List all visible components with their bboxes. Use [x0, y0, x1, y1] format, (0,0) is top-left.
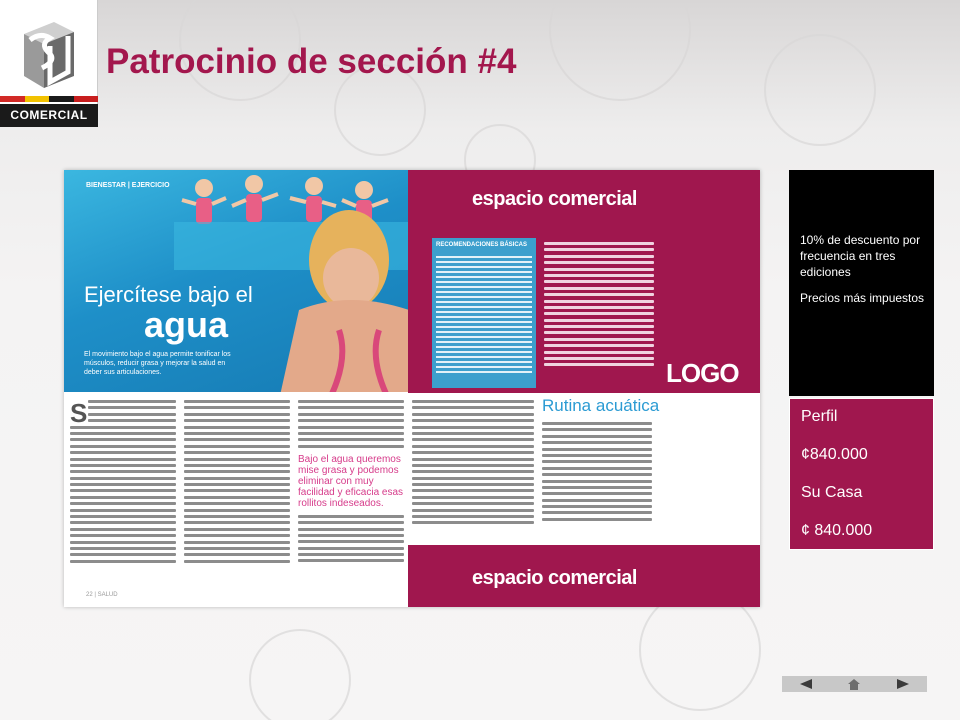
ad-space-top	[408, 170, 760, 393]
article-subhead: El movimiento bajo el agua permite tonificar los músculos, reducir grasa y mejorar la salud en deber sus articulaciones.	[84, 351, 231, 376]
previous-slide-button[interactable]	[791, 677, 821, 691]
page-title: Patrocinio de sección #4	[106, 42, 517, 81]
logo-label: COMERCIAL	[0, 104, 98, 127]
tax-text: Precios más impuestos	[800, 291, 925, 305]
magazine-right-page	[408, 170, 760, 607]
logo-stripes	[0, 96, 98, 102]
pricing-panel	[789, 398, 934, 550]
logo-emblem-icon	[16, 16, 82, 94]
home-icon	[848, 679, 860, 690]
article-column	[70, 400, 176, 590]
slide-navigation	[782, 676, 927, 692]
ad-space-bottom-label: espacio comercial	[472, 567, 637, 589]
recommendations-title: RECOMENDACIONES BÁSICAS	[436, 242, 528, 248]
recommendations-box	[432, 238, 536, 388]
article-headline-line1: Ejercítese bajo el	[84, 282, 253, 307]
su-casa-label: Su Casa	[801, 484, 863, 501]
pricing-notes-panel	[789, 170, 934, 396]
page-footer: 22 | SALUD	[86, 592, 118, 598]
ad-space-bottom	[408, 545, 760, 607]
rutina-title: Rutina acuática	[542, 396, 660, 415]
section-tag: BIENESTAR | EJERCICIO	[86, 182, 170, 189]
right-page-bullets	[544, 242, 654, 382]
woman-illustration	[279, 200, 408, 392]
article-body-columns	[70, 400, 404, 590]
home-button[interactable]	[839, 677, 869, 691]
right-page-column	[412, 400, 534, 540]
triangle-left-icon	[800, 679, 812, 689]
perfil-label: Perfil	[801, 408, 838, 425]
right-page-column	[542, 422, 652, 540]
su-casa-price: ¢ 840.000	[801, 522, 873, 539]
ad-space-top-label: espacio comercial	[472, 188, 637, 210]
pull-quote: Bajo el agua queremos mise grasa y podemos eliminar con muy facilidad y eficacia esas rollitos indeseados.	[298, 453, 404, 509]
drop-cap: S	[70, 398, 88, 428]
article-headline-line2: agua	[144, 304, 229, 345]
ad-logo-placeholder: LOGO	[666, 358, 739, 388]
perfil-price: ¢840.000	[801, 446, 868, 463]
magazine-left-page	[64, 170, 408, 607]
next-slide-button[interactable]	[888, 677, 918, 691]
article-column	[298, 400, 404, 590]
company-logo	[0, 0, 98, 127]
pool-photo	[64, 170, 408, 392]
triangle-right-icon	[897, 679, 909, 689]
discount-text: 10% de descuento por frecuencia en tres ediciones	[800, 233, 921, 279]
magazine-spread-image	[64, 170, 760, 607]
article-column	[184, 400, 290, 590]
